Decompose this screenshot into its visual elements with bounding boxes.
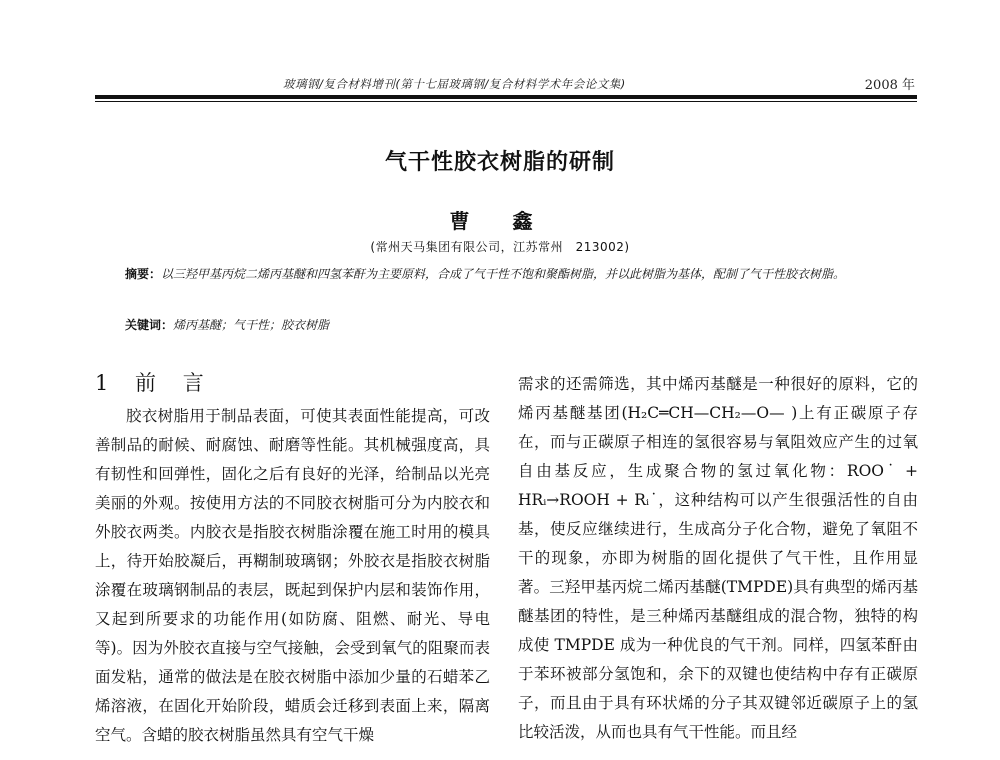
keywords-text: 烯丙基醚；气干性；胶衣树脂 — [173, 318, 330, 332]
paper-title: 气干性胶衣树脂的研制 — [384, 150, 615, 175]
header-rule-thick — [95, 95, 917, 99]
header-rule-thin — [95, 101, 917, 102]
publication-year: 2008 年 — [864, 78, 915, 93]
running-header — [95, 74, 917, 94]
abstract-label: 摘要： — [125, 267, 162, 281]
abstract-text: 以三羟甲基丙烷二烯丙基醚和四氢苯酐为主要原料，合成了气干性不饱和聚酯树脂，并以此树脂为基体，配制了气干性胶衣树脂。 — [161, 267, 846, 281]
author-affiliation: (常州天马集团有限公司，江苏常州 213002) — [370, 240, 630, 254]
abstract — [95, 262, 917, 286]
body-column-left: 胶衣树脂用于制品表面，可使其表面性能提高，可改善制品的耐候、耐腐蚀、耐磨等性能。其机械强度高，具有韧性和回弹性，固化之后有良好的光泽，给制品以光亮美丽的外观。按使用方法的不同胶衣树脂可分为内胶衣和外胶衣两类。内胶衣是指胶衣树脂涂覆在施工时用的模具上，待开始胶凝后，再糊制玻璃钢；外胶衣是指胶衣树脂涂覆在玻璃钢制品的表层，既起到保护内层和装饰作用，又起到所要求的功能作用(如防腐、阻燃、耐光、导电等)。因为外胶衣直接与空气接触，会受到氧气的阻聚而表面发粘，通常的做法是在胶衣树脂中添加少量的石蜡苯乙烯溶液，在固化开始阶段，蜡质会迁移到表面上来，隔离空气。含蜡的胶衣树脂虽然具有空气干燥 — [95, 407, 490, 744]
journal-name: 玻璃钢/复合材料增刊(第十七届玻璃钢/复合材料学术年会论文集) — [283, 77, 626, 91]
body-column-right: 需求的还需筛选，其中烯丙基醚是一种很好的原料，它的烯丙基醚基团(H₂C═CH—CH₂—O— )上有正碳原子存在，而与正碳原子相连的氢很容易与氧阻效应产生的过氧自由基反应，生成聚合物的氢过氧化物：ROO˙ + HRᵢ→ROOH + Rᵢ˙，这种结构可以产生很强活性的自由基，使反应继续进行，生成高分子化合物，避免了氧阻不干的现象，亦即为树脂的固化提供了气干性，且作用显著。三羟甲基丙烷二烯丙基醚(TMPDE)具有典型的烯丙基醚基团的特性，是三种烯丙基醚组成的混合物，独特的构成使 TMPDE 成为一种优良的气干剂。同样，四氢苯酐由于苯环被部分氢饱和，余下的双键也使结构中存有正碳原子，而且由于具有环状烯的分子其双键邻近碳原子上的氢比较活泼，从而也具有气干性能。而且经 — [518, 375, 918, 741]
author-name: 曹 鑫 — [449, 209, 551, 233]
keywords-label: 关键词： — [125, 318, 174, 332]
keywords — [125, 316, 915, 333]
section-heading-introduction: 1 前 言 — [95, 371, 214, 395]
